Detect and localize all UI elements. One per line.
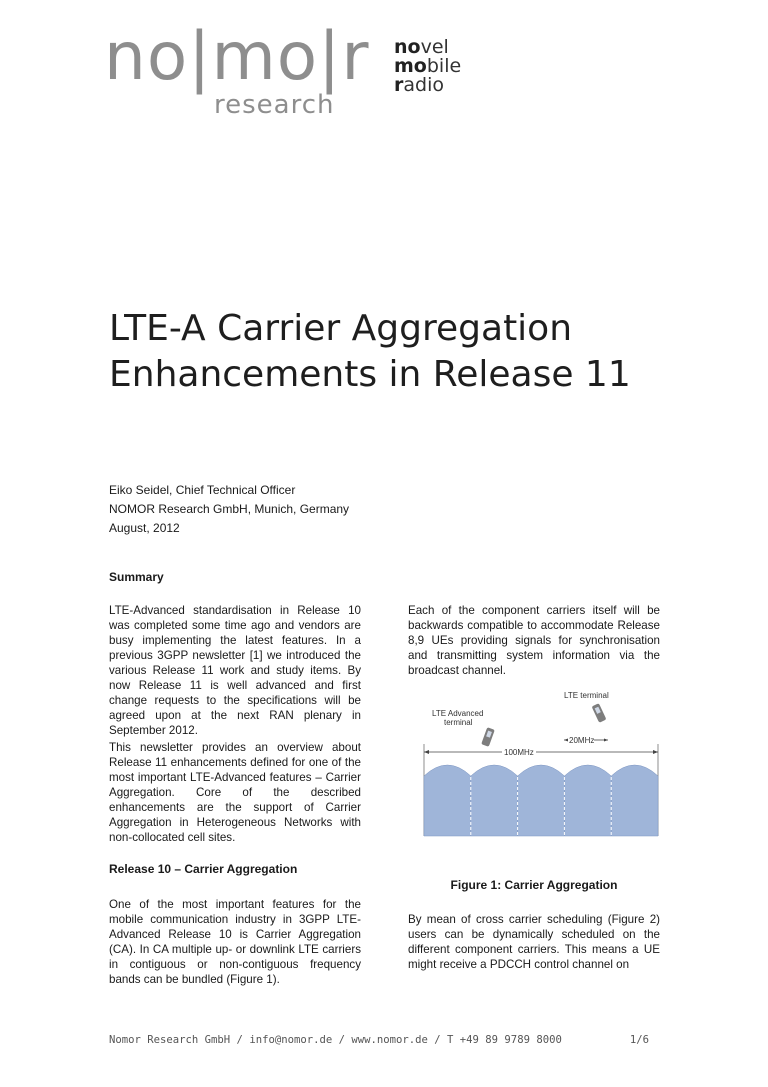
nomor-logo [104,18,464,124]
right-paragraph-2: By mean of cross carrier scheduling (Figure 2) users can be dynamically scheduled on the different component carriers. This means a UE might receive a PDCCH control channel on [408,913,660,971]
title-line-2: Enhancements in Release 11 [109,354,631,395]
logo-research-text: research [214,90,335,120]
right-paragraph-1: Each of the component carriers itself will be backwards compatible to accommodate Release 8,9 UEs providing signals for synchronisation and transmitting system information via the broadcast channel. [408,604,660,677]
left-column-section [109,897,361,989]
component-carriers [424,765,658,836]
label-20mhz: 20MHz [569,736,595,745]
lte-terminal-phone-icon [592,703,607,723]
component-carrier-5 [611,765,658,836]
lte-advanced-phone-icon [481,727,495,747]
label-lte-advanced-1: LTE Advanced [432,709,484,718]
title-line-1: LTE-A Carrier Aggregation [109,308,573,349]
right-column-bottom [408,912,660,974]
label-lte-advanced-2: terminal [444,718,473,727]
label-100mhz: 100MHz [504,748,534,757]
logo-tagline: novel mobile radio [394,36,462,96]
label-lte-terminal: LTE terminal [564,691,609,700]
summary-paragraph-1: LTE-Advanced standardisation in Release 10 was completed some time ago and vendors are busy implementing the latest features. In a previous 3GPP newsletter [1] we introduced the various Release 11 work and study items. By now Release 11 is well advanced and first change requests to the specifications will be agreed upon at the next RAN plenary in September 2012. [109,604,361,737]
page-number: 1/6 [629,1034,649,1046]
left-column-summary [109,603,361,847]
component-carrier-2 [471,765,518,836]
summary-paragraph-2: This newsletter provides an overview about Release 11 enhancements defined for one of the most important LTE-Advanced features – Carrier Aggregation. Core of the described enhancements are the support of Carrier Aggregation in Heterogeneous Networks with non-collocated cell sites. [109,741,361,844]
right-column-top [408,603,660,680]
carrier-aggregation-figure [418,686,662,852]
component-carrier-1 [424,765,471,836]
component-carrier-3 [518,765,565,836]
author-name: Eiko Seidel, Chief Technical Officer [109,483,296,497]
author-block [109,481,349,538]
section-heading-release10: Release 10 – Carrier Aggregation [109,862,298,876]
page-footer [109,1034,649,1046]
author-date: August, 2012 [109,521,180,535]
footer-contact: Nomor Research GmbH / info@nomor.de / www.nomor.de / T +49 89 9789 8000 [109,1034,562,1046]
component-carrier-4 [564,765,611,836]
summary-heading: Summary [109,570,164,584]
figure-caption: Figure 1: Carrier Aggregation [450,878,618,892]
author-org: NOMOR Research GmbH, Munich, Germany [109,502,350,516]
section-paragraph-1: One of the most important features for the mobile communication industry in 3GPP LTE-Advanced Release 10 is Carrier Aggregation (CA). In CA multiple up- or downlink LTE carriers in contiguous or non-contiguous frequency bands can be bundled (Figure 1). [109,898,361,986]
document-title [109,306,631,398]
logo-wordmark: no|mo|r [104,18,370,95]
